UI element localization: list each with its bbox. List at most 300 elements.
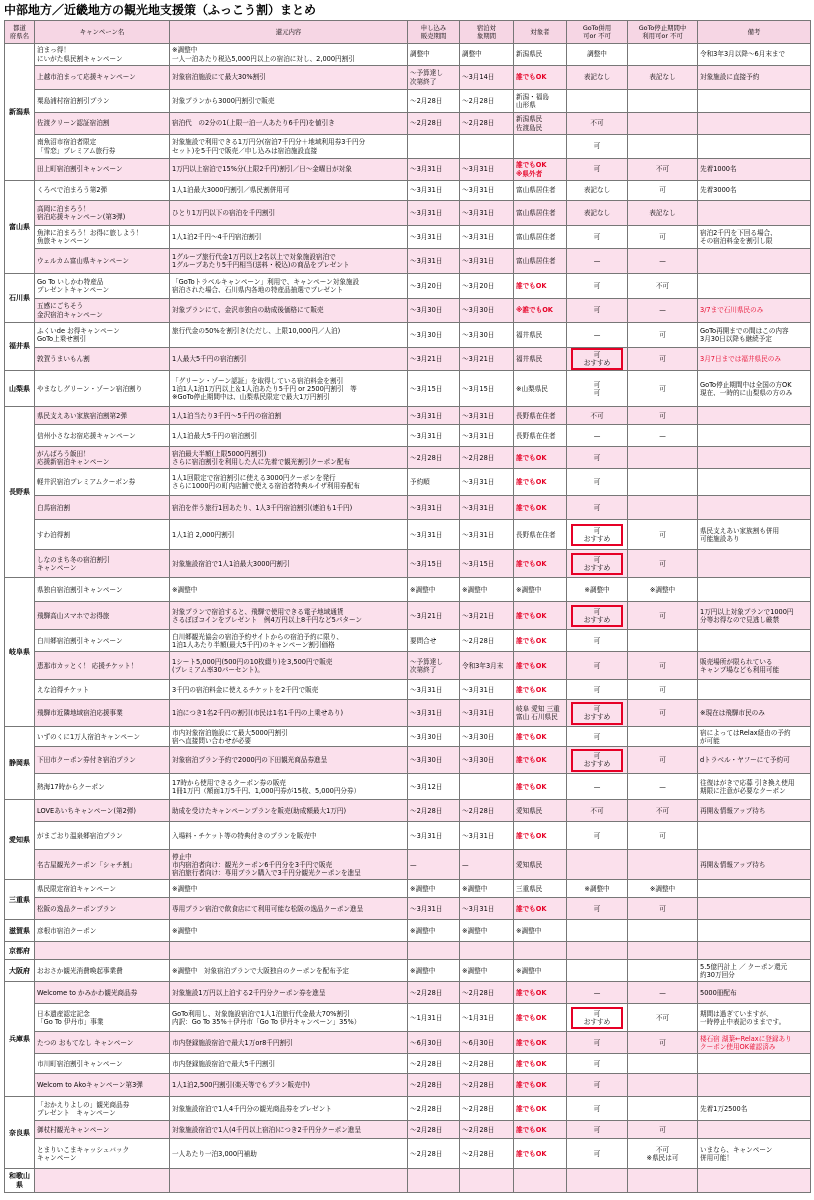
table-cell: ～6月30日 [408,1032,460,1054]
table-cell [628,942,698,960]
campaign-name: 田上町宿泊割引キャンペーン [35,159,170,181]
table-cell: 誰でもOK [514,1004,567,1032]
table-cell: 宿泊最大半額(上限5000円割引) さらに宿泊割引を利用した人に先着で観光割引クーポン配布 [170,447,408,469]
table-cell: 往復はがきで応募 引き換え使用 期限に注意が必要なクーポン [698,774,811,800]
table-cell: ※調整中 [408,920,460,942]
table-cell: ※調整中 一人一泊あたり税込5,000円以上の宿泊に対し、2,000円割引 [170,44,408,66]
table-cell: ～3月31日 [408,425,460,447]
table-cell: ～2月28日 [408,1139,460,1169]
table-cell: ※調整中 [460,578,514,602]
table-cell: 誰でもOK [514,66,567,90]
table-row [5,371,811,407]
table-cell: 1人1泊 2,000円割引 [170,520,408,550]
table-cell: ～3月31日 [460,226,514,249]
table-cell: 調整中 [408,44,460,66]
table-cell: 17時から使用できるクーポン券の販売 1冊1万円（額面1万5千円、1,000円券が15枚、5,000円分券） [170,774,408,800]
table-row [5,920,811,942]
table-cell: ※調整中 [628,578,698,602]
table-cell [628,960,698,982]
table-cell: 可 [628,700,698,727]
table-cell: 対象宿泊施設にて最大30%割引 [170,66,408,90]
table-cell [460,942,514,960]
table-cell: ～2月28日 [460,630,514,652]
table-cell [567,747,628,774]
campaign-name: Go To いしかわ特産品 プレゼントキャンペーン [35,274,170,299]
table-cell: ～3月31日 [460,181,514,201]
table-cell: 1人最大5千円の宿泊割引 [170,348,408,371]
table-cell: ～3月31日 [460,520,514,550]
table-cell: 調整中 [460,44,514,66]
table-cell [698,201,811,226]
table-cell: 対象施設宿泊で1人4千円分の観光商品券をプレゼント [170,1097,408,1121]
table-cell: 新潟県民 [514,44,567,66]
table-cell: 先着1000名 [698,159,811,181]
table-cell: 対象施設1万円以上泊する2千円分クーポン券を進呈 [170,982,408,1004]
table-cell: 可 [628,371,698,407]
table-cell: ～3月31日 [408,496,460,520]
table-cell: ～2月28日 [460,1054,514,1074]
table-row [5,323,811,348]
table-cell [698,680,811,700]
table-cell: 1人1泊2,500円割引(楽天等でもプラン販売中) [170,1074,408,1097]
table-cell: — [567,425,628,447]
table-cell: ～3月31日 [460,407,514,425]
table-cell [628,727,698,747]
table-cell: 不可 [628,159,698,181]
table-cell: 愛知県民 [514,800,567,822]
table-cell: 宿によってはRelax経由の予約 が可能 [698,727,811,747]
campaign-name: 上越市泊まって応援キャンペーン [35,66,170,90]
table-cell: 誰でもOK [514,822,567,850]
table-cell: 販売場所が限られている キャンプ場なども利用可能 [698,652,811,680]
table-cell: 誰でもOK [514,1121,567,1139]
column-header: 宿泊対 象期間 [460,21,514,44]
table-cell: dトラベル・ヤフーにて予約可 [698,747,811,774]
table-cell [698,469,811,496]
table-cell: 1グループ旅行代金1万円以上2名以上で対象施設宿泊で 1グループあたり5千円相当(送料・税込)の商品をプレゼント [170,249,408,274]
table-cell: 誰でもOK [514,747,567,774]
table-cell: 誰でもOK [514,630,567,652]
table-cell [698,578,811,602]
table-cell: 誰でもOK [514,447,567,469]
table-cell [698,880,811,898]
table-cell: — [567,323,628,348]
campaign-name: 県独自宿泊割引キャンペーン [35,578,170,602]
table-cell: 誰でもOK [514,1054,567,1074]
table-cell [628,1054,698,1074]
campaign-name [35,1169,170,1193]
table-cell: 宿泊代 の2分の1(上限一泊一人あたり6千円)を値引き [170,113,408,135]
campaign-name: たつの おもてなし キャンペーン [35,1032,170,1054]
table-cell: 可 [628,747,698,774]
table-row [5,425,811,447]
table-cell: ～予算達し 次第終了 [408,66,460,90]
table-cell: 可 [628,1121,698,1139]
table-cell: 可 [628,181,698,201]
prefecture-cell: 石川県 [5,274,35,323]
table-cell: 楼石宿 湖葉←Relaxに登録あり クーポン使用OK確認済み [698,1032,811,1054]
table-row [5,90,811,113]
table-cell: ～3月14日 [460,66,514,90]
column-header: キャンペーン名 [35,21,170,44]
column-header: 都道 府県名 [5,21,35,44]
table-cell: 調整中 [567,44,628,66]
table-cell [698,425,811,447]
table-cell [698,1169,811,1193]
prefecture-cell: 岐阜県 [5,578,35,727]
campaign-table [4,20,811,1193]
table-row [5,135,811,159]
table-cell: ※調整中 [408,880,460,898]
table-cell [698,274,811,299]
table-cell: 誰でもOK [514,550,567,578]
recommended-badge: 可 おすすめ [571,1007,623,1029]
table-cell: ～3月15日 [460,550,514,578]
table-cell: 可 [567,727,628,747]
table-cell: ～3月15日 [408,371,460,407]
campaign-name: とまりいこまキャッシュバック キャンペーン [35,1139,170,1169]
table-cell [628,630,698,652]
table-cell: 富山県居住者 [514,249,567,274]
table-row [5,822,811,850]
table-cell: ～1月31日 [460,1004,514,1032]
campaign-name: LOVEあいちキャンペーン(第2弾) [35,800,170,822]
table-cell: 不可 [567,113,628,135]
table-row [5,66,811,90]
table-cell: ～3月30日 [460,727,514,747]
table-cell: ～3月12日 [408,774,460,800]
table-cell: 対象プランで宿泊すると、飛騨で使用できる電子地域通貨 さるぼぼコインをプレゼント 例4万円以上8千円など5パターン [170,602,408,630]
table-cell [628,1169,698,1193]
campaign-name: 「おかえりよしの」観光商品券 プレゼント キャンペーン [35,1097,170,1121]
table-cell: ～3月31日 [460,700,514,727]
table-cell: ～3月21日 [460,348,514,371]
table-cell: 表記なし [567,201,628,226]
campaign-name: 佐渡クリーン認証宿泊割 [35,113,170,135]
prefecture-cell: 奈良県 [5,1097,35,1169]
table-cell: ～3月31日 [408,226,460,249]
table-cell: 予約順 [408,469,460,496]
table-cell: ～3月30日 [408,727,460,747]
table-row [5,1139,811,1169]
prefecture-cell: 新潟県 [5,44,35,181]
table-cell [567,850,628,880]
campaign-name: 敦賀うまいもん割 [35,348,170,371]
table-cell: 1人1回限定で宿泊割引に使える3000円クーポンを発行 さらに1000円の町内店舗で使える宿泊者特典ルイザ利用券配布 [170,469,408,496]
table-cell: 先着3000名 [698,181,811,201]
table-cell: 可 [628,1032,698,1054]
table-cell: 令和3年3月以降～6月末まで [698,44,811,66]
table-row [5,407,811,425]
table-cell: ～3月30日 [408,323,460,348]
table-row [5,496,811,520]
table-cell [698,1054,811,1074]
table-row [5,680,811,700]
table-row [5,1097,811,1121]
campaign-name: Welcom to Akoキャンペーン第3弾 [35,1074,170,1097]
table-cell [460,774,514,800]
table-cell: 対象施設宿泊で1人1泊最大3000円割引 [170,550,408,578]
table-cell [698,1121,811,1139]
table-cell [628,113,698,135]
table-cell: 市内登録施設宿泊で最大1万or8千円割引 [170,1032,408,1054]
table-cell: ～3月31日 [408,520,460,550]
table-cell: 1人1泊最大5千円の宿泊割引 [170,425,408,447]
table-cell: ～3月30日 [460,747,514,774]
table-cell: 新潟・福島 山形県 [514,90,567,113]
table-cell [460,1169,514,1193]
table-cell: ～3月31日 [460,425,514,447]
table-cell: 可 [628,602,698,630]
table-cell: ～2月28日 [408,1054,460,1074]
table-cell: ～3月31日 [460,201,514,226]
table-cell: 白川郷観光協会の宿泊予約サイトからの宿泊予約に限り、 1泊1人あたり半額(最大5千円)のキャンペーン割引価格 [170,630,408,652]
table-row [5,800,811,822]
campaign-name: しなのまち冬の宿泊割引 キャンペーン [35,550,170,578]
campaign-name: Welcome to かみかわ観光商品券 [35,982,170,1004]
table-cell: — [408,850,460,880]
table-cell: ～1月31日 [408,1004,460,1032]
table-cell: ～2月28日 [460,800,514,822]
table-row [5,299,811,323]
table-cell [628,1097,698,1121]
table-cell [628,90,698,113]
table-row [5,447,811,469]
table-cell: いまなら、キャンペーン 併用可能！ [698,1139,811,1169]
prefecture-cell: 大阪府 [5,960,35,982]
table-cell: 可 [567,1074,628,1097]
table-cell [698,135,811,159]
campaign-name: 松阪の逸品クーポンプラン [35,898,170,920]
table-row [5,181,811,201]
table-cell: 可 [567,1032,628,1054]
table-cell: 誰でもOK [514,1097,567,1121]
table-cell: ～3月31日 [460,680,514,700]
table-cell: 誰でもOK [514,274,567,299]
table-cell: — [460,850,514,880]
table-cell: 県民支えあい家族割も併用 可能施設あり [698,520,811,550]
table-cell: ～3月30日 [408,747,460,774]
table-cell: ～3月20日 [460,274,514,299]
table-cell: 3/7まで石川県民のみ [698,299,811,323]
campaign-name: 名古屋観光クーポン「シャチ割」 [35,850,170,880]
table-row [5,1004,811,1032]
campaign-name: 南魚沼市宿泊者限定 「雪恋」プレミアム旅行券 [35,135,170,159]
campaign-name: 熱海17時からクーポン [35,774,170,800]
campaign-name: がまごおり温泉郷宿泊プラン [35,822,170,850]
campaign-name: 日本遺産認定記念 「Go To 伊丹市」事業 [35,1004,170,1032]
table-cell: — [628,299,698,323]
column-header: 対象者 [514,21,567,44]
column-header: GoTo停止期間中 利用可or 不可 [628,21,698,44]
table-cell: 不可 [567,407,628,425]
table-cell [170,1169,408,1193]
table-cell [567,550,628,578]
campaign-name: おおさか観光消費喚起事業費 [35,960,170,982]
table-cell [567,1169,628,1193]
table-cell: 可 可 [567,371,628,407]
table-row [5,201,811,226]
table-cell: 福井県民 [514,323,567,348]
header-row [5,21,811,44]
table-cell: ※調整中 [514,960,567,982]
table-cell: 可 [567,1121,628,1139]
table-cell: 可 [628,348,698,371]
table-cell: 可 [567,1054,628,1074]
table-cell [628,447,698,469]
table-cell: 誰でもOK [514,1074,567,1097]
table-cell: 富山県居住者 [514,181,567,201]
table-cell: 1人1泊最大3000円割引／県民割併用可 [170,181,408,201]
table-cell: ～2月28日 [460,1139,514,1169]
table-cell: ～2月28日 [460,1097,514,1121]
table-cell: 1シート5,000円(500円の10枚綴り)を3,500円で販売 (プレミアム率30パーセント)。 [170,652,408,680]
table-cell: 1万円以上宿泊で15%分(上限2千円)割引／日～金曜日が対象 [170,159,408,181]
table-cell: 「GoToトラベルキャンペーン」利用で、キャンペーン対象施設 宿泊された場合、石川県内各地の特産品抽選でプレゼント [170,274,408,299]
table-cell: ～3月31日 [408,159,460,181]
campaign-name: 彦根市宿泊クーポン [35,920,170,942]
table-cell [408,942,460,960]
recommended-badge: 可 おすすめ [571,553,623,575]
campaign-name: 五感にごちそう 金沢宿泊キャンペーン [35,299,170,323]
table-cell: 可 [567,1097,628,1121]
table-cell: 「グリーン・ゾーン認証」を取得している宿泊料金を割引 1泊1人1泊1万円以上＆1人泊あたり5千円 or 2500円割引 等 ※GoTo停止期間中は、山梨県民限定で最大1万円割引 [170,371,408,407]
table-cell: 表記なし [567,66,628,90]
table-cell: 対象施設で利用できる1万円分(宿泊7千円分＋地域利用券3千円分 セット)を5千円で販売／申し込みは宿泊施設直接 [170,135,408,159]
table-row [5,226,811,249]
table-row [5,700,811,727]
table-cell: 誰でもOK ※県外者 [514,159,567,181]
campaign-name: 魚津に泊まろう！お得に旅しよう！ 魚旅キャンペーン [35,226,170,249]
table-cell: 愛知県民 [514,850,567,880]
table-cell: — [628,425,698,447]
table-cell: 3千円の宿泊料金に使えるチケットを2千円で販売 [170,680,408,700]
table-cell: ※調整中 [170,880,408,898]
table-cell [408,135,460,159]
table-cell: 長野県在住者 [514,425,567,447]
table-cell: ～2月28日 [460,1121,514,1139]
campaign-name: 高岡に泊まろう！ 宿泊応援キャンペーン(第3弾) [35,201,170,226]
table-cell [628,44,698,66]
prefecture-cell: 滋賀県 [5,920,35,942]
prefecture-cell: 三重県 [5,880,35,920]
table-row [5,630,811,652]
campaign-name: 飛騨市近隣地域宿泊応援事業 [35,700,170,727]
table-cell: — [567,982,628,1004]
table-row [5,942,811,960]
campaign-name [35,942,170,960]
column-header: 申し込み 販売期間 [408,21,460,44]
table-cell: ～3月31日 [408,201,460,226]
table-cell: ※山梨県民 [514,371,567,407]
table-cell: ～2月28日 [408,800,460,822]
table-row [5,602,811,630]
table-cell [567,1004,628,1032]
recommended-badge: 可 おすすめ [571,524,623,546]
prefecture-cell: 和歌山県 [5,1169,35,1193]
table-cell: ～3月21日 [460,602,514,630]
table-cell: 入場料・チケット等の特典付きのプランを販売中 [170,822,408,850]
table-cell: 富山県居住者 [514,201,567,226]
table-cell: ～2月28日 [408,1097,460,1121]
table-cell [514,942,567,960]
table-cell [698,447,811,469]
table-row [5,960,811,982]
column-header: 還元内容 [170,21,408,44]
campaign-name: 粟島浦村宿泊割引プラン [35,90,170,113]
table-cell [514,1169,567,1193]
table-cell [628,920,698,942]
campaign-name: やまなしグリーン・ゾーン宿泊割り [35,371,170,407]
table-cell [628,496,698,520]
table-cell: ※調整中 [460,920,514,942]
table-cell [698,407,811,425]
table-cell: ※調整中 [628,880,698,898]
table-cell: 誰でもOK [514,898,567,920]
table-cell: 可 [567,630,628,652]
table-cell: ～3月31日 [408,249,460,274]
table-cell [698,822,811,850]
table-cell: ～3月31日 [408,680,460,700]
table-cell [567,348,628,371]
table-cell: 対象施設に直接予約 [698,66,811,90]
table-cell: ～3月15日 [460,371,514,407]
table-cell: 可 [628,407,698,425]
table-cell: GoTo再開までの間はこの内容 3月30日以降も継続予定 [698,323,811,348]
table-row [5,850,811,880]
recommended-badge: 可 おすすめ [571,702,623,724]
table-cell: 1人1泊2千円～4千円宿泊割引 [170,226,408,249]
table-cell: ～3月15日 [408,550,460,578]
table-cell: 可 [567,898,628,920]
table-cell [698,898,811,920]
campaign-name: 泊まっ得！ にいがた県民割キャンペーン [35,44,170,66]
table-cell: 可 [567,680,628,700]
table-cell: ～2月28日 [460,447,514,469]
prefecture-cell: 福井県 [5,323,35,371]
recommended-badge: 可 おすすめ [571,749,623,771]
table-cell [698,496,811,520]
table-cell: ～2月28日 [460,90,514,113]
prefecture-cell: 長野県 [5,407,35,578]
table-cell: ※調整中 [408,960,460,982]
table-cell: ～3月31日 [408,700,460,727]
table-cell: — [628,774,698,800]
table-cell [628,850,698,880]
recommended-badge: 可 おすすめ [571,348,623,370]
table-cell: 市内対象宿泊施設にて最大5000円割引 宿へ直接問い合わせが必要 [170,727,408,747]
table-row [5,44,811,66]
campaign-name: えな泊得チケット [35,680,170,700]
table-cell: 専用プラン宿泊で飲食店にて利用可能な松阪の逸品クーポン進呈 [170,898,408,920]
table-cell [408,1169,460,1193]
table-row [5,1032,811,1054]
table-cell: ※誰でもOK [514,299,567,323]
campaign-name: がんばろう飯田！ 応援新宿泊キャンペーン [35,447,170,469]
table-cell [698,90,811,113]
table-cell: 誰でもOK [514,774,567,800]
campaign-name: いずのくに1万人宿泊キャンペーン [35,727,170,747]
campaign-name: 白川郷宿泊割引キャンペーン [35,630,170,652]
prefecture-cell: 富山県 [5,181,35,274]
table-row [5,520,811,550]
table-cell: 市内登録施設宿泊で最大5千円割引 [170,1054,408,1074]
table-cell: 宿泊を伴う旅行1回あたり、1人3千円宿泊割引(連泊も1千円) [170,496,408,520]
table-cell: 富山県居住者 [514,226,567,249]
table-cell: ～2月28日 [408,90,460,113]
table-cell: ※現在は飛騨市民のみ [698,700,811,727]
table-cell: ～3月30日 [408,299,460,323]
